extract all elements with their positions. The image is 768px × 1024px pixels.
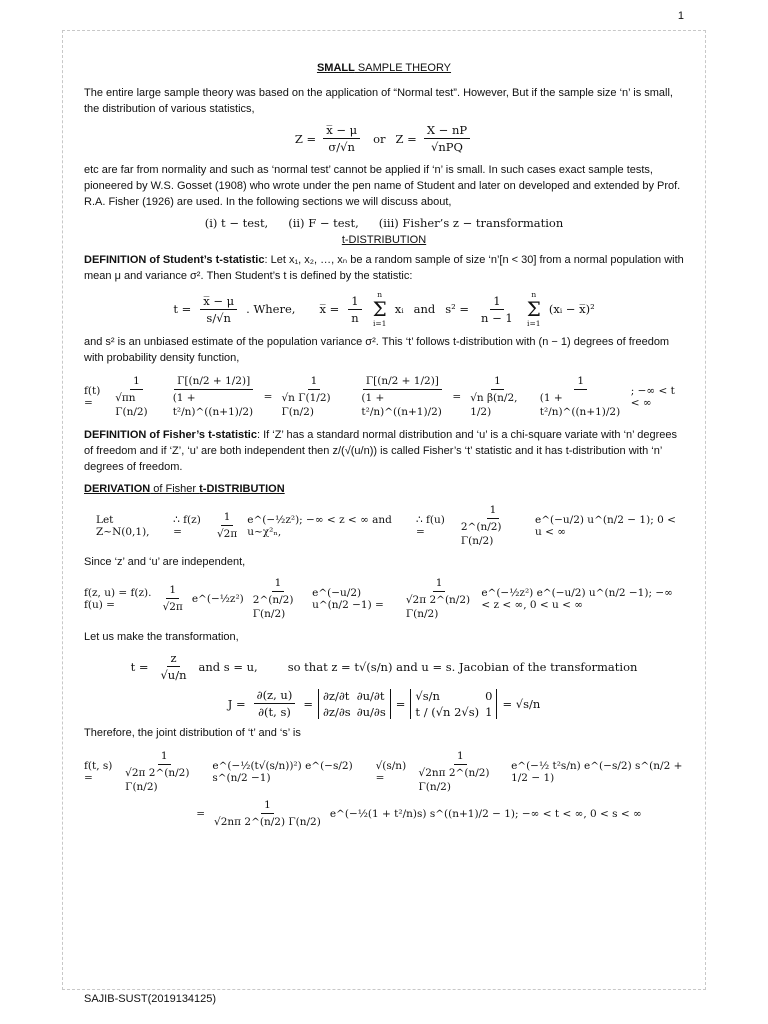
let-f: ∴ f(u) = — [416, 513, 445, 538]
paragraph-3: and s² is an unbiased estimate of the population variance σ². This ‘t’ follows t-distribution with (n − 1) degrees of freedom with probability density function, — [84, 336, 670, 364]
footer-author: SAJIB-SUST(2019134125) — [84, 993, 217, 1005]
joint-frac2 — [250, 576, 306, 621]
pdf-t3n: 1 — [308, 374, 321, 390]
jac-v2: t / (√n 2√s) — [415, 704, 480, 719]
final1-f: √2nπ 2^(n/2) Γ(n/2) — [418, 767, 490, 793]
final2-b: √2nπ 2^(n/2) Γ(n/2) — [214, 816, 321, 828]
trans-num: z — [167, 651, 179, 667]
t-distribution-heading: t-DISTRIBUTION — [341, 234, 427, 246]
derivation-mid: of Fisher — [150, 483, 200, 495]
student-def-text: : Let x₁, x₂, …, xₙ be a random sample of size ‘n’[n < 30] from a normal population with mean μ and variance σ². Then Student’s t is defined by the statistic: — [84, 254, 684, 282]
eq-z-den1: σ/√n — [328, 140, 355, 154]
jac-v0: √s/n — [415, 688, 440, 703]
fisher-def-text: : If ‘Z’ has a standard normal distribution and ‘u’ is a chi-square variate with ‘n’ degrees of freedom and if ‘Z’, ‘u’ are both independent then z/(√(u/n)) is called Fisher’s ‘t’ statistic and it has t-distribution with ‘n’ degrees of freedom. — [84, 429, 678, 473]
sum2-top: n — [531, 290, 537, 299]
page-title — [84, 62, 684, 74]
document-body — [84, 62, 684, 829]
eq-z-num1: x̅ − μ — [323, 123, 360, 139]
joint-g: 1 — [433, 576, 446, 592]
jac-m0: ∂z/∂t — [322, 688, 350, 703]
pdf-t1d: √πn Γ(n/2) — [115, 392, 148, 418]
fisher-definition — [84, 427, 684, 475]
joint-b: √2π — [162, 601, 183, 613]
student-def-label: DEFINITION of Student’s t-statistic — [84, 254, 265, 266]
final1-e: 1 — [454, 749, 467, 765]
pdf-t5d: √n β(n/2, 1/2) — [470, 392, 518, 418]
eq-z-num2: X − nP — [424, 123, 470, 139]
sum2-bottom: i=1 — [527, 319, 541, 328]
paragraph-2: etc are far from normality and such as ‘normal test’ cannot be applied if ‘n’ is small. In such cases exact sample tests, pioneered by W.S. Gosset (1908) who wrote under the pen name of Student and later on developed and extended by Prof. R.A. Fisher (1926) are used. In the following sections we will discuss about, — [84, 164, 681, 208]
jac-v1: 0 — [485, 688, 493, 703]
pdf-frac1 — [112, 374, 161, 419]
joint-a: 1 — [166, 583, 179, 599]
student-definition — [84, 252, 684, 284]
joint-i: e^(−½z²) e^(−u/2) u^(n/2 −1); −∞ < z < ∞, 0 < u < ∞ — [481, 586, 673, 611]
trans-den: √u/n — [160, 668, 187, 682]
list-item-z-transform: (iii) Fisher’s z − transformation — [378, 216, 564, 230]
final1-frac1 — [122, 749, 206, 794]
final2-eq: = — [196, 807, 206, 820]
equation-pdf — [84, 374, 684, 419]
eq-t-num: x̅ − μ — [200, 294, 237, 310]
eq-t-nm1: n − 1 — [481, 310, 513, 325]
jacobian-values-matrix — [410, 689, 497, 719]
eq-t-xbar-frac — [348, 294, 361, 325]
eq-t-frac — [200, 294, 237, 325]
let-frac2 — [458, 503, 528, 548]
page-number: 1 — [677, 10, 684, 22]
pdf-frac3 — [278, 374, 349, 419]
jac-lhs: J = — [227, 696, 246, 711]
title-rest: SAMPLE THEORY — [354, 62, 452, 74]
eq-t-s2: s² = — [445, 302, 470, 316]
eq-z-den2: √nPQ — [431, 140, 463, 154]
equation-final-1 — [84, 749, 684, 794]
trans-mid: and s = u, — [198, 659, 258, 674]
jacobian-partials-matrix — [318, 689, 391, 719]
let-e: e^(−½z²); −∞ < z < ∞ and u~χ²ₙ, — [247, 513, 392, 538]
jac-v3: 1 — [485, 704, 493, 719]
since-line: Since ‘z’ and ‘u’ are independent, — [84, 556, 246, 568]
let-a: Let Z~N(0,1), — [96, 513, 150, 538]
eq-t-where: . Where, — [246, 302, 296, 316]
fisher-def-label: DEFINITION of Fisher’s t-statistic — [84, 429, 257, 441]
eq-t-s2-frac — [478, 294, 516, 325]
pdf-frac4 — [358, 374, 446, 419]
intro-paragraph: The entire large sample theory was based on the application of “Normal test”. However, But if the sample size ‘n’ is small, the distribution of various statistics, — [84, 87, 673, 115]
eq-t-one: 1 — [348, 294, 361, 310]
derivation-bold: DERIVATION — [84, 483, 151, 495]
pdf-t4n: Γ[(n/2 + 1/2)] — [363, 374, 442, 390]
pdf-t2n: Γ[(n/2 + 1/2)] — [174, 374, 253, 390]
sum1-top: n — [377, 290, 383, 299]
sum-symbol-2: n Σ i=1 — [526, 290, 541, 328]
final1-d: √(s/n) = — [375, 759, 407, 784]
equation-t — [84, 290, 684, 328]
eq-t-and: and — [413, 302, 436, 316]
final1-frac2 — [416, 749, 506, 794]
joint-frac1 — [160, 583, 186, 614]
jac-m3: ∂u/∂s — [356, 704, 386, 719]
final1-b: √2π 2^(n/2) Γ(n/2) — [125, 767, 190, 793]
derivation-heading — [84, 481, 684, 497]
let-i: e^(−u/2) u^(n/2 − 1); 0 < u < ∞ — [534, 513, 676, 538]
pdf-t4d: (1 + t²/n)^((n+1)/2) — [361, 392, 442, 418]
title-bold: SMALL — [316, 62, 355, 74]
list-item-f-test: (ii) F − test, — [288, 216, 359, 230]
eq-t-xi: xᵢ — [394, 302, 404, 316]
joint-f: e^(−u/2) u^(n/2 −1) = — [312, 586, 384, 611]
jac-den: ∂(t, s) — [258, 705, 291, 719]
sum-symbol-1: n Σ i=1 — [372, 290, 387, 328]
eq-t-n: n — [351, 310, 359, 325]
pdf-t2d: (1 + t²/n)^((n+1)/2) — [172, 392, 254, 418]
list-item-t-test: (i) t − test, — [204, 216, 269, 230]
final1-lhs: f(t, s) = — [84, 759, 113, 784]
joint-h: √2π 2^(n/2) Γ(n/2) — [405, 594, 471, 620]
jac-eq1: = — [303, 696, 313, 711]
jac-m1: ∂u/∂t — [356, 688, 385, 703]
pdf-lhs: f(t) = — [84, 384, 101, 409]
test-list — [84, 216, 684, 230]
pdf-t1n: 1 — [130, 374, 143, 390]
equation-transform — [84, 651, 684, 682]
eq-t-den: s/√n — [206, 310, 231, 325]
eq-t-xbar: x̅ = — [319, 302, 340, 316]
pdf-t5n: 1 — [491, 374, 504, 390]
pdf-frac2 — [170, 374, 258, 419]
let-b: ∴ f(z) = — [173, 513, 201, 538]
final2-a: 1 — [261, 798, 274, 814]
pdf-eq2: = — [452, 390, 462, 403]
trans-frac — [157, 651, 189, 682]
let-c: 1 — [221, 510, 234, 526]
pdf-t6d: (1 + t²/n)^((n+1)/2) — [539, 392, 621, 418]
let-g: 1 — [487, 503, 500, 519]
eq-z-frac2 — [424, 123, 470, 154]
therefore-line: Therefore, the joint distribution of ‘t’ and ‘s’ is — [84, 727, 301, 739]
equation-final-2 — [154, 798, 684, 829]
joint-e: 2^(n/2) Γ(n/2) — [252, 594, 294, 620]
equation-z — [84, 123, 684, 154]
pdf-t6n: 1 — [574, 374, 587, 390]
joint-lhs: f(z, u) = f(z). f(u) = — [84, 586, 152, 611]
eq-t-lhs: t = — [173, 302, 192, 316]
jac-result: = √s/n — [502, 696, 541, 711]
joint-d: 1 — [272, 576, 285, 592]
final1-a: 1 — [158, 749, 171, 765]
sum1-bottom: i=1 — [372, 319, 387, 328]
pdf-t3d: √n Γ(1/2) Γ(n/2) — [281, 392, 331, 418]
pdf-range: ; −∞ < t < ∞ — [630, 384, 675, 409]
jac-num: ∂(z, u) — [254, 688, 296, 704]
pdf-eq1: = — [263, 390, 273, 403]
jac-m2: ∂z/∂s — [322, 704, 351, 719]
let-d: √2π — [216, 528, 238, 540]
final2-frac — [211, 798, 324, 829]
eq-z-lhs1: Z = — [294, 131, 317, 146]
pdf-frac6 — [537, 374, 625, 419]
final2-c: e^(−½(1 + t²/n)s) s^((n+1)/2 − 1); −∞ < t < ∞, 0 < s < ∞ — [329, 807, 642, 820]
eq-t-dev: (xᵢ − x̅)² — [548, 302, 595, 316]
transform-intro: Let us make the transformation, — [84, 631, 239, 643]
equation-jacobian — [84, 688, 684, 719]
final1-c: e^(−½(t√(s/n))²) e^(−s/2) s^(n/2 −1) — [212, 759, 353, 784]
eq-z-or: or — [373, 131, 386, 146]
trans-so: so that z = t√(s/n) and u = s. Jacobian of the transformation — [287, 659, 638, 674]
let-frac1 — [214, 510, 240, 541]
eq-z-lhs2: Z = — [395, 131, 417, 146]
pdf-frac5 — [467, 374, 528, 419]
trans-t: t = — [130, 659, 149, 674]
eq-t-one-2: 1 — [490, 294, 503, 310]
jac-frac — [254, 688, 296, 719]
eq-z-frac1 — [323, 123, 360, 154]
final1-g: e^(−½ t²s/n) e^(−s/2) s^(n/2 + 1/2 − 1) — [511, 759, 683, 784]
equation-let — [96, 503, 684, 548]
equation-joint — [84, 576, 684, 621]
joint-frac3 — [403, 576, 475, 621]
let-h: 2^(n/2) Γ(n/2) — [460, 521, 502, 547]
joint-c: e^(−½z²) — [191, 592, 244, 605]
derivation-bold2: t-DISTRIBUTION — [199, 483, 285, 495]
jac-eq2: = — [395, 696, 406, 711]
